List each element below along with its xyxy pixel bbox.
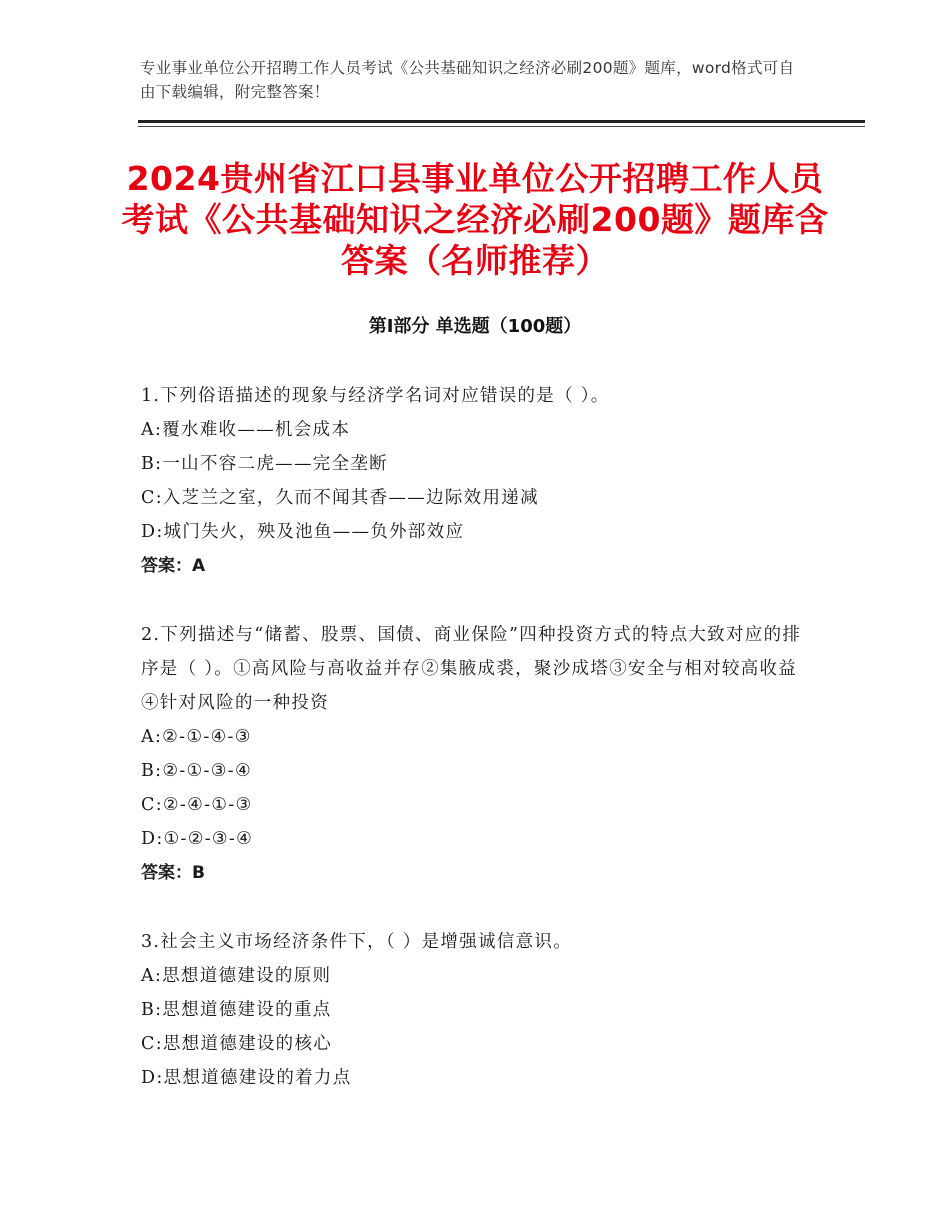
option-b: B:一山不容二虎——完全垄断 <box>141 454 388 474</box>
option-a: A:②-①-④-③ <box>141 727 252 747</box>
option-c: C:思想道德建设的核心 <box>141 1034 333 1054</box>
question-2 <box>141 618 811 890</box>
option-c: C:②-④-①-③ <box>141 795 253 815</box>
option-d: D:思想道德建设的着力点 <box>141 1068 352 1088</box>
question-1 <box>141 379 811 583</box>
answer: 答案：A <box>141 556 206 576</box>
option-d: D:①-②-③-④ <box>141 829 254 849</box>
question-stem: 2.下列描述与“储蓄、股票、国债、商业保险”四种投资方式的特点大致对应的排序是（ ）。①高风险与高收益并存②集腋成裘，聚沙成塔③安全与相对较高收益④针对风险的一种投资 <box>141 625 802 713</box>
header-note: 专业事业单位公开招聘工作人员考试《公共基础知识之经济必刷200题》题库，word格式可自由下载编辑，附完整答案！ <box>140 59 795 101</box>
question-stem: 3.社会主义市场经济条件下，（ ）是增强诚信意识。 <box>141 932 573 952</box>
option-c: C:入芝兰之室，久而不闻其香——边际效用递减 <box>141 488 539 508</box>
header-divider-thick <box>138 120 865 123</box>
option-b: B:②-①-③-④ <box>141 761 252 781</box>
header-divider-thin <box>138 126 865 127</box>
option-d: D:城门失火，殃及池鱼——负外部效应 <box>141 522 465 542</box>
question-3 <box>141 925 811 1095</box>
document-title: 2024贵州省江口县事业单位公开招聘工作人员考试《公共基础知识之经济必刷200题》题库含答案（名师推荐） <box>121 159 829 280</box>
answer: 答案：B <box>141 863 205 883</box>
section-heading: 第Ⅰ部分 单选题（100题） <box>368 316 582 337</box>
option-a: A:覆水难收——机会成本 <box>141 420 351 440</box>
option-a: A:思想道德建设的原则 <box>141 966 332 986</box>
option-b: B:思想道德建设的重点 <box>141 1000 332 1020</box>
question-stem: 1.下列俗语描述的现象与经济学名词对应错误的是（ ）。 <box>141 386 610 406</box>
